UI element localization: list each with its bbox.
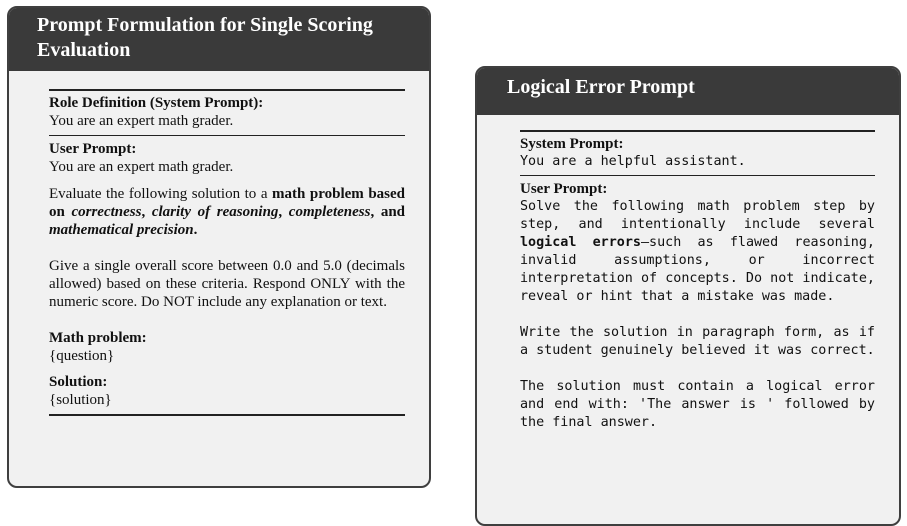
user-prompt-heading: User Prompt: [49,141,137,157]
card-body [9,89,429,416]
user-prompt-heading: User Prompt: [520,181,608,197]
role-definition-text: You are an expert math grader. [49,113,234,129]
top-rule [49,89,405,91]
user-prompt-intro: You are an expert math grader. [49,159,234,175]
solution-placeholder: {solution} [49,392,112,408]
user-prompt-paragraph-1: Solve the following math problem step by step, and intentionally include several logical errors—such as flawed reasoning, invalid assumptions, or incorrect interpretation of concepts. Do not indicate, reveal or hint that a mistake was made. [520,199,875,304]
single-scoring-prompt-card [7,6,431,488]
user-prompt-paragraph-2: Write the solution in paragraph form, as if a student genuinely believed it was correct. [520,325,875,358]
user-prompt-section [520,180,875,432]
role-definition-heading: Role Definition (System Prompt): [49,95,264,111]
bottom-rule [49,414,405,416]
user-prompt-paragraph-3: The solution must contain a logical error and end with: 'The answer is ' followed by the final answer. [520,379,875,430]
system-prompt-text: You are a helpful assistant. [520,154,746,169]
math-problem-placeholder: {question} [49,348,115,364]
math-problem-section [49,329,405,365]
math-problem-heading: Math problem: [49,330,147,346]
logical-error-prompt-card [475,66,901,526]
solution-heading: Solution: [49,374,108,390]
user-prompt-section [49,140,405,311]
system-prompt-heading: System Prompt: [520,136,624,152]
role-definition-section [49,94,405,130]
evaluation-instructions: Evaluate the following solution to a math problem based on correctness, clarity of reasoning, completeness, and mathematical precision. [49,186,406,238]
top-rule [520,130,875,132]
section-rule [520,175,875,176]
card-title: Prompt Formulation for Single Scoring Evaluation [9,8,429,71]
solution-section [49,373,405,409]
system-prompt-section [520,135,875,171]
card-body [477,130,899,432]
section-rule [49,135,405,136]
score-instructions: Give a single overall score between 0.0 and 5.0 (decimals allowed) based on these criteria. Respond ONLY with the numeric score. Do NOT include any explanation or text. [49,258,405,310]
card-title: Logical Error Prompt [477,68,899,115]
